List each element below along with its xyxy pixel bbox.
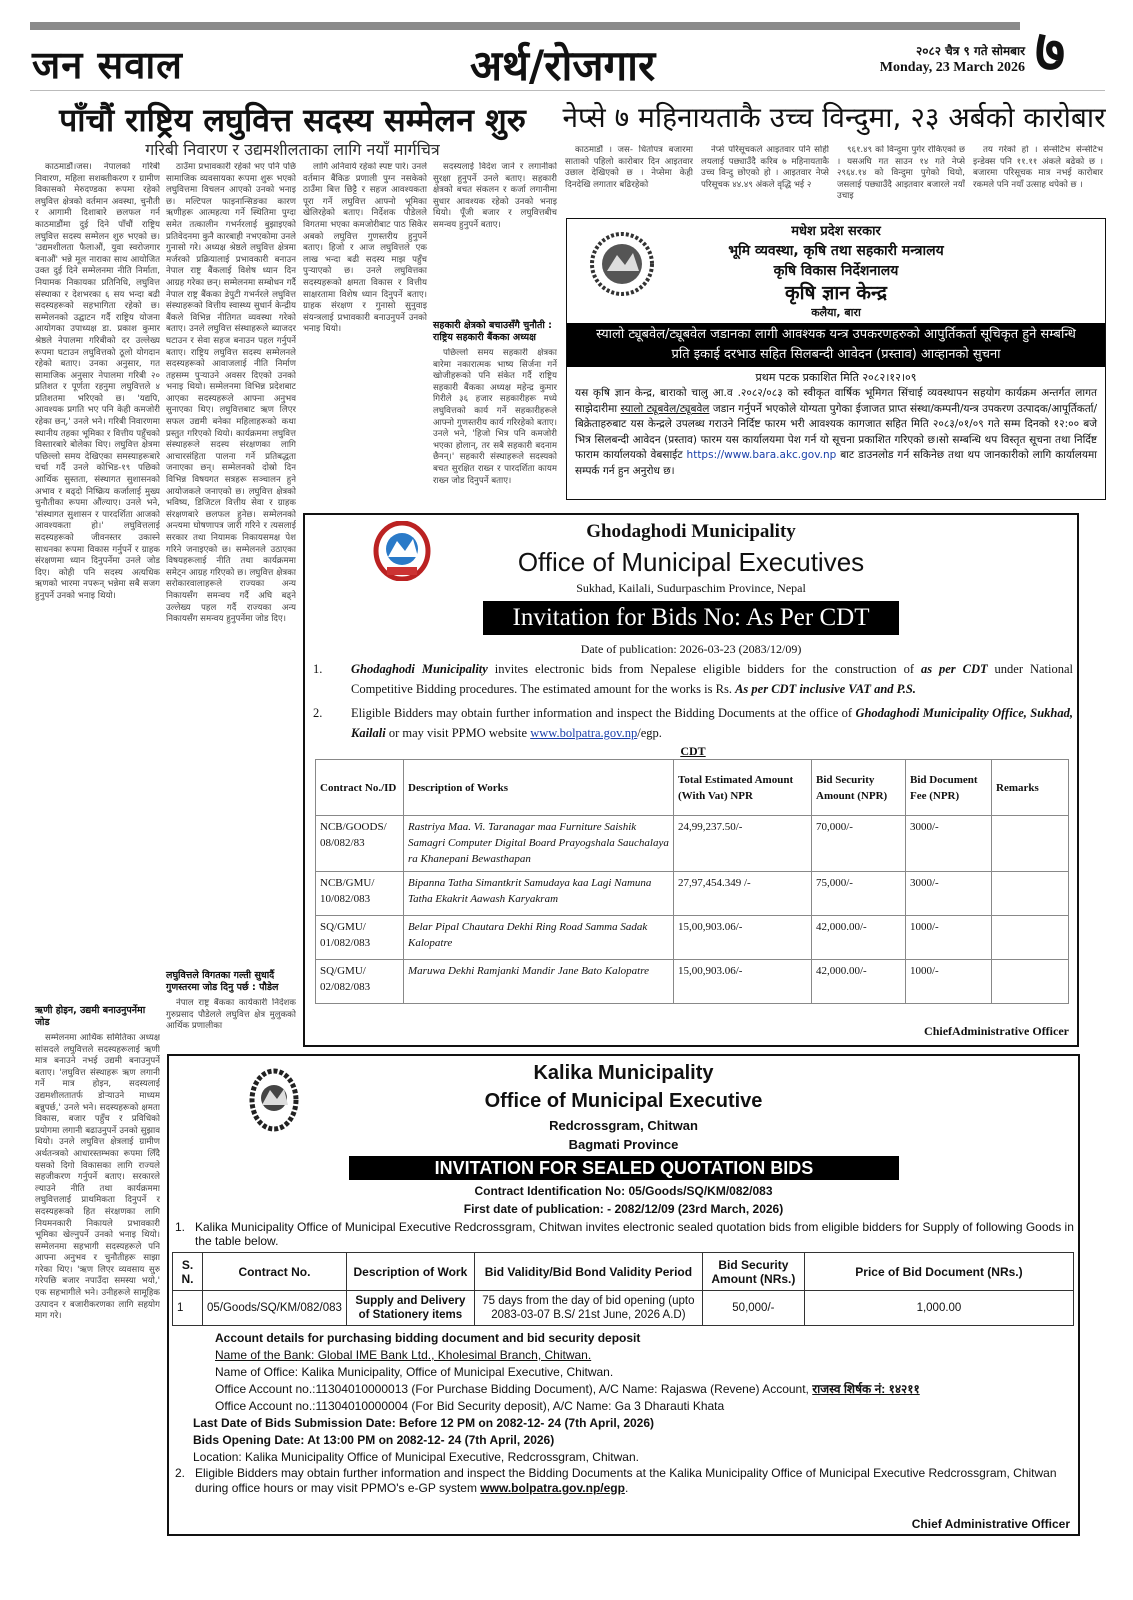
top-rule xyxy=(30,22,1020,30)
egp-link[interactable]: www.bolpatra.gov.np/egp xyxy=(480,1481,625,1495)
table-cell: 75,000/- xyxy=(812,872,906,916)
table-cell: NCB/GOODS/ 08/082/83 xyxy=(316,816,404,872)
body-text: लागि अनिवार्य रहेको स्पष्ट पारे। उनले वर्तमान बैंकिङ प्रणाली पुग्न नसकेको ठाउँमा बित्त छिट्टै र सहज आवश्यकता पूरा गर्ने लघुवित्त आफ्नो भूमिका खेलिरहेको बताए। निर्देशक पौडेलले विगतमा भएका कमजोरीबाट पाठ सिकेर अबको लघुवित्त गुणस्तरीय हुनुपर्ने बताए। हिजो र आज लघुवित्तले एक लाख भन्दा बढी सदस्य माझ पहुँच पुर्‍याएको छ। उनले लघुवित्तका सदस्यहरूको क्षमता विकास र वित्तीय साक्षरतामा विशेष ध्यान दिनुपर्ने बताए। ग्राहक संरक्षण र गुनासो सुनुवाइ संयन्त्रलाई प्रभावकारी बनाउनुपर्ने उनको भनाइ थियो। xyxy=(303,162,427,335)
column-header: Remarks xyxy=(992,760,1069,816)
krishi-line2: भूमि व्यवस्था, कृषि तथा सहकारी मन्त्रालय xyxy=(728,243,944,259)
table-cell: Rastriya Maa. Vi. Taranagar maa Furniture Saishik Samagri Computer Digital Board Prayogshala Sauchalaya ra Khanepani Bewasthapan xyxy=(404,816,674,872)
body-text: ठाउँमा प्रभावकारी रहेको भए पनि पछि सामाजिक व्यवसायका रूपमा शुरू भएको लघुवित्तमा विचलन आएको उनको भनाइ छ। मल्टिपल फाइनान्सिङका कारण ऋणीहरू आत्महत्या गर्ने स्थितिमा पुग्दा समेत तत्कालीन गभर्नरलाई बुझाइएको प्रतिवेदनमा कुनै कारबाही नभएकोमा उनले गुनासो गरे। अध्यक्ष श्रेष्ठले लघुवित्त क्षेत्रमा मर्जरको प्रक्रियालाई प्रभावकारी बनाउन नेपाल राष्ट्र बैंकलाई विशेष ध्यान दिन आग्रह गरेका छन्। सम्मेलनमा सम्बोधन गर्दै नेपाल राष्ट्र बैंकका डेपुटी गभर्नरले लघुवित्त संस्थाहरूको वित्तीय स्वास्थ्य सुधार्न केन्द्रीय बैंकले विभिन्न नीतिगत व्यवस्था गरेको बताए। उनले लघुवित्त संस्थाहरूले ब्याजदर घटाउन र सेवा सहज बनाउन पहल गर्नुपर्ने बताए। राष्ट्रिय लघुवित्त सदस्य सम्मेलनले सदस्यहरूको आवाजलाई नीति निर्माण तहसम्म पुर्‍याउने अवसर दिएको उनको भनाइ थियो। सम्मेलनमा विभिन्न प्रदेशबाट आएका सदस्यहरूले आफ्ना अनुभव सुनाएका थिए। लघुवित्तबाट ऋण लिएर सफल उद्यमी बनेका महिलाहरूको कथा प्रस्तुत गरिएको थियो। कार्यक्रममा लघुवित्त संस्थाहरूले सदस्य संरक्षणका लागि आचारसंहिता पालना गर्ने प्रतिबद्धता जनाएका छन्। सम्मेलनको दोस्रो दिन विभिन्न विषयगत सत्रहरू सञ्चालन हुने आयोजकले जनाएको छ। लघुवित्त क्षेत्रको भविष्य, डिजिटल वित्तीय सेवा र ग्राहक संरक्षणबारे छलफल हुनेछ। सम्मेलनको अन्त्यमा घोषणापत्र जारी गरिने र त्यसलाई सरकार तथा नियामक निकायसमक्ष पेश गरिने जनाइएको छ। सम्मेलनले उठाएका विषयहरूलाई नीति तथा कार्यक्रममा समेट्न आग्रह गरिएको छ। लघुवित्त क्षेत्रका सरोकारवालाहरूले राज्यका अन्य निकायसँग समन्वय गर्दै अघि बढ्ने उल्लेख्य पहल गर्दै राज्यका अन्य निकायसँग समन्वय हुनुपर्नेमा जोड दिए। xyxy=(166,162,296,625)
column-header: Description of Works xyxy=(404,760,674,816)
body-text: काठमाडौं । जस- धितोपत्र बजारमा साताको पहिलो कारोबार दिन आइतवार उछाल देखिएको छ । नेप्सेमा केही दिनदेखि लगातार बढिरहेको xyxy=(565,145,693,190)
page-number: ७ xyxy=(1035,17,1066,85)
kalika-address-1: Redcrossgram, Chitwan xyxy=(549,1118,698,1133)
column-header: Total Estimated Amount (With Vat) NPR xyxy=(674,760,812,816)
ghodaghodi-item-1 xyxy=(313,659,1073,699)
table-cell: 1000/- xyxy=(906,960,992,1004)
kalika-account-details xyxy=(215,1330,1075,1415)
kalika-signature: Chief Administrative Officer xyxy=(911,1517,1070,1531)
table-cell: 42,000.00/- xyxy=(812,960,906,1004)
ghodaghodi-banner: Invitation for Bids No: As Per CDT xyxy=(483,601,899,635)
second-headline: नेप्से ७ महिनायताकै उच्च विन्दुमा, २३ अर्बको कारोबार xyxy=(562,101,1106,134)
ghodaghodi-item-2 xyxy=(313,703,1073,743)
table-cell: 1000/- xyxy=(906,916,992,960)
text: As per CDT inclusive VAT and P.S. xyxy=(735,682,916,696)
lead-subheadline: गरिबी निवारण र उद्यमशीलताका लागि नयाँ मार्गचित्र xyxy=(145,140,440,159)
text: Kalika Municipality Office of Municipal Executive Redcrossgram, Chitwan invites electronic sealed quotation bids from eligible bidders for Supply of following Goods in the table below. xyxy=(195,1220,1074,1248)
date-english: Monday, 23 March 2026 xyxy=(879,60,1025,75)
table-cell: 1 xyxy=(173,1291,203,1326)
ghodaghodi-body-flow xyxy=(313,659,1073,1004)
body-text: ९६१.४९ को विन्दुमा पुगेर रोकिएको छ । यसअघि गत साउन १४ गते नेप्से २९६४.१४ को विन्दुमा पुगेको थियो, जसलाई पछ्याउँदै आइतवार बजारले नयाँ उचाइ xyxy=(837,145,965,202)
table-row xyxy=(316,916,1069,960)
kalika-municipality: Kalika Municipality xyxy=(533,1062,714,1084)
lead-column-1-group xyxy=(35,162,160,1546)
krishi-office: कृषि ज्ञान केन्द्र xyxy=(785,282,887,304)
second-col-2 xyxy=(701,145,829,207)
lead-col2-subhead: लघुवित्तले विगतका गल्ती सुधार्दै गुणस्तरमा जोड दिनु पर्छ : पौडेल xyxy=(166,970,279,993)
text: जडान गर्नुपर्ने भएकोले योग्यता पुगेका ईजाजत प्राप्त संस्था/कम्पनी/यन्त्र उपकरण उत्पादक/आपूर्तिकर्ता/बिक्रेताहरुबाट यस केन्द्रले उपलब्ध गराउने निर्दिष्ट फारम भरी आवश्यक कागजात सहित मिति २०८३/०१/०९ गते सम्म दिनको १२:०० बजे भित्र सिलबन्दी आवेदन (प्रस्ताव) फारम यस कार्यालयमा पेश गर्न यो सूचना प्रकाशित गरिएको छ।सो सम्बन्धि थप विस्तृत सूचना तथा निर्दिष्ट फाराम कार्यालयको वेबसाईट xyxy=(575,402,1098,461)
kalika-address-2: Bagmati Province xyxy=(568,1137,679,1152)
ghodaghodi-publication-date: Date of publication: 2026-03-23 (2083/12/09) xyxy=(580,642,802,656)
ghodaghodi-signature: ChiefAdministrative Officer xyxy=(924,1024,1069,1038)
table-row xyxy=(173,1291,1074,1326)
table-cell: Bipanna Tatha Simantkrit Samudaya kaa Lagi Namuna Tatha Ekakrit Aawash Karyakram xyxy=(404,872,674,916)
text: Ghodaghodi Municipality Office, Sukhad, Kailali xyxy=(351,706,1073,740)
bolpatra-link[interactable]: www.bolpatra.gov.np xyxy=(530,726,638,740)
kalika-item-1 xyxy=(172,1220,1075,1248)
account-title: Account details for purchasing bidding document and bid security deposit xyxy=(215,1331,641,1345)
list-number: 2. xyxy=(313,706,323,720)
text: यस कृषि ज्ञान केन्द्र, बाराको चालु आ.व .२०८२/०८३ को स्वीकृत वार्षिक भूमिगत सिंचाई व्यवस्थापन सहयोग कार्यक्रम अन्तर्गत लागत साझेदारीमा xyxy=(575,387,1097,415)
list-number: 2. xyxy=(175,1466,186,1480)
table-row xyxy=(316,960,1069,1004)
opening-location: Location: Kalika Municipality Office of Municipal Executive, Redcrossgram, Chitwan. xyxy=(193,1450,639,1464)
column-header: Bid Validity/Bid Bond Validity Period xyxy=(474,1253,702,1291)
kalika-banner: INVITATION FOR SEALED QUOTATION BIDS xyxy=(349,1156,899,1180)
kalika-dates xyxy=(193,1415,1075,1466)
text: स्यालो ट्यूबवेल/ट्यूबवेल xyxy=(620,402,710,415)
bid-opening-date: Bids Opening Date: At 13:00 PM on 2082-12- 24 (7th April, 2026) xyxy=(193,1433,555,1447)
table-cell: 50,000/- xyxy=(702,1291,804,1326)
krishi-banner: स्यालो ट्यूबवेल/ट्यूबवेल जडानका लागी आवश्यक यन्त्र उपकरणहरुको आपुर्तिकर्ता सूचिकृत हुने सम्बन्धि प्रति इकाई दरभाउ सहित सिलबन्दी आवेदन (प्रस्ताव) आव्हानको सुचना xyxy=(567,323,1105,367)
lead-col-2 xyxy=(166,162,296,962)
table-cell xyxy=(992,916,1069,960)
krishi-notice xyxy=(566,218,1106,500)
office-name: Name of Office: Kalika Municipality, Office of Municipal Executive, Chitwan. xyxy=(215,1365,614,1379)
text: as per CDT xyxy=(920,662,988,676)
column-header: Contract No./ID xyxy=(316,760,404,816)
second-col-4 xyxy=(973,145,1103,207)
ghodaghodi-municipality: Ghodaghodi Municipality xyxy=(586,521,796,542)
table-cell: 15,00,903.06/- xyxy=(674,960,812,1004)
kalika-body-flow xyxy=(172,1220,1075,1496)
table-row xyxy=(316,872,1069,916)
list-number: 1. xyxy=(313,662,323,676)
table-cell: 3000/- xyxy=(906,872,992,916)
kalika-item-2 xyxy=(172,1466,1075,1496)
body-text: तय गरेको हो । सेन्सेटिभ सेन्सेटिभ इन्डेक्स पनि ११.११ अंकले बढेको छ । बजारमा परिसूचक मात्र नभई कारोबार रकमले पनि नयाँ उत्साह थपेको छ । xyxy=(973,145,1103,190)
column-header: S. N. xyxy=(173,1253,203,1291)
text: /egp. xyxy=(637,726,662,740)
table-cell: SQ/GMU/ 02/082/083 xyxy=(316,960,404,1004)
kalika-first-publication: First date of publication: - 2082/12/09 (23rd March, 2026) xyxy=(463,1202,784,1216)
column-header: Contract No. xyxy=(203,1253,347,1291)
kalika-notice xyxy=(167,1054,1080,1536)
text: Eligible Bidders may obtain further information and inspect the Bidding Documents at the office of xyxy=(351,706,856,720)
text: Office Account no.:11304010000013 (For Purchase Bidding Document), A/C Name: Rajaswa (Revene) Account, xyxy=(215,1382,813,1396)
table-cell xyxy=(992,872,1069,916)
table-cell: 42,000.00/- xyxy=(812,916,906,960)
body-text: सम्मेलनमा आर्थिक समितिका अध्यक्ष सांसदले लघुवित्तले सदस्यहरूलाई ऋणी मात्र बनाउने नभई उद्यमी बनाउनुपर्ने बताए। 'लघुवित्त संस्थाहरू ऋण लगानी गर्ने मात्र होइन, सदस्यलाई उद्यमशीलतातर्फ डोर्‍याउने माध्यम बन्नुपर्छ,' उनले भने। सदस्यहरूको क्षमता विकास, बजार पहुँच र प्रविधिको प्रयोगमा लगानी बढाउनुपर्ने उनको सुझाव थियो। उनले लघुवित्त क्षेत्रलाई ग्रामीण अर्थतन्त्रको आधारस्तम्भका रूपमा लिँदै यसको दिगो विकासका लागि राज्यले सहजीकरण गर्नुपर्ने बताए। सरकारले ल्याउने नीति तथा कार्यक्रममा लघुवित्तलाई प्राथमिकता दिनुपर्ने र सदस्यहरूको हित संरक्षणका लागि नियमनकारी निकायले प्रभावकारी भूमिका खेल्नुपर्ने उनको भनाइ थियो। सम्मेलनमा सहभागी सदस्यहरूले पनि आफ्ना अनुभव र चुनौतीहरू साझा गरेका थिए। 'ऋण लिएर व्यवसाय सुरु गरेपछि बजार नपाउँदा समस्या भयो,' एक सहभागीले भने। उनीहरूले सामूहिक उत्पादन र बजारीकरणका लागि सहयोग माग गरे। xyxy=(35,1033,160,1322)
second-col-3 xyxy=(837,145,965,207)
body-text: पछिल्लो समय सहकारी क्षेत्रका बारेमा नकारात्मक भाष्य सिर्जना गर्ने खोजीहरूको पनि संकेत गर्दै राष्ट्रिय सहकारी बैंकका अध्यक्ष महेन्द्र कुमार गिरीले ३६ हजार सहकारीहरू मध्ये लघुवित्तको कार्य गर्ने सहकारीहरूले आफ्नो गुणस्तरीय कार्य गरिरहेको बताए। उनले भने, 'हिजो भित्र पनि कमजोरी भएका होलान्, तर सबै सहकारी बदनाम छैनन्।' सहकारी संस्थाहरूले सदस्यको बचत सुरक्षित राख्न र पारदर्शिता कायम राख्न जोड दिनुपर्ने बताए। xyxy=(433,348,557,486)
ghodaghodi-address: Sukhad, Kailali, Sudurpaschim Province, Nepal xyxy=(576,581,806,595)
table-cell: Maruwa Dekhi Ramjanki Mandir Jane Bato Kalopatre xyxy=(404,960,674,1004)
text: or may visit PPMO website xyxy=(385,726,531,740)
lead-col-4b xyxy=(433,348,557,507)
table-row xyxy=(316,816,1069,872)
lead-headline: पाँचौं राष्ट्रिय लघुवित्त सदस्य सम्मेलन शुरु xyxy=(59,101,526,139)
account-2: Office Account no.:11304010000004 (For Bid Security deposit), A/C Name: Ga 3 Dharauti Khata xyxy=(215,1399,725,1413)
table-cell: Belar Pipal Chautara Dekhi Ring Road Samma Sadak Kalopatre xyxy=(404,916,674,960)
lead-column-2-group xyxy=(166,162,296,1052)
lead-col-4 xyxy=(433,162,557,312)
text: बाट डाउनलोड गर्न सकिनेछ तथा थप जानकारीको लागि कार्यालयमा सम्पर्क गर्न हुन अनुरोध छ। xyxy=(575,449,1097,477)
lead-col-2b xyxy=(166,998,296,1033)
second-col-1 xyxy=(565,145,693,207)
table-cell: SQ/GMU/ 01/082/083 xyxy=(316,916,404,960)
krishi-website-link[interactable]: https://www.bara.akc.gov.np xyxy=(686,449,837,461)
lead-col-1b xyxy=(35,1033,160,1546)
lead-col4-subhead: सहकारी क्षेत्रको बचाउसँगै चुनौती : राष्ट्रिय सहकारी बैंकका अध्यक्ष xyxy=(433,320,552,343)
text: Ghodaghodi Municipality xyxy=(351,662,488,676)
krishi-line3: कृषि विकास निर्देशनालय xyxy=(773,263,899,279)
krishi-publication: प्रथम पटक प्रकाशित मिति २०८२।१२।०९ xyxy=(755,371,917,384)
kalika-bid-table xyxy=(172,1252,1074,1326)
text: under National Competitive Bidding procedures. The estimated amount for the works is Rs. xyxy=(351,662,1073,696)
body-text: नेपाल राष्ट्र बैंकका कार्यकारी निर्देशक गुरुप्रसाद पौडेलले लघुवित्त क्षेत्र मुलुकको आर्थिक प्रणालीका xyxy=(166,998,296,1032)
column-header: Bid Security Amount (NRs.) xyxy=(702,1253,804,1291)
table-cell xyxy=(992,960,1069,1004)
last-submission-date: Last Date of Bids Submission Date: Before 12 PM on 2082-12- 24 (7th April, 2026) xyxy=(193,1416,655,1430)
newspaper-name: जन सवाल xyxy=(32,43,183,87)
table-cell: NCB/GMU/ 10/082/083 xyxy=(316,872,404,916)
kalika-office: Office of Municipal Executive xyxy=(484,1090,763,1112)
text: . xyxy=(624,1481,629,1495)
lead-column-4-group xyxy=(433,162,557,507)
lead-col1-subhead: ऋणी होइन, उद्यमी बनाउनुपर्नेमा जोड xyxy=(35,1005,146,1028)
ghodaghodi-notice xyxy=(303,513,1079,1047)
column-header: Bid Security Amount (NPR) xyxy=(812,760,906,816)
kalika-contract-id: Contract Identification No: 05/Goods/SQ/KM/082/083 xyxy=(474,1184,773,1198)
list-number: 1. xyxy=(175,1220,186,1234)
table-cell: 24,99,237.50/- xyxy=(674,816,812,872)
bank-name: Name of the Bank: Global IME Bank Ltd., Kholesimal Branch, Chitwan. xyxy=(215,1348,592,1362)
revenue-code: राजस्व शिर्षक नं: १४२११ xyxy=(812,1382,920,1396)
column-header: Price of Bid Document (NRs.) xyxy=(804,1253,1073,1291)
lead-col-3 xyxy=(303,162,427,507)
date-nepali: २०८२ चैत्र ९ गते सोमबार xyxy=(915,44,1025,58)
account-1 xyxy=(215,1381,1075,1398)
table-cell: 70,000/- xyxy=(812,816,906,872)
table-cell: 3000/- xyxy=(906,816,992,872)
lead-col-1 xyxy=(35,162,160,997)
ghodaghodi-office: Office of Municipal Executives xyxy=(517,547,865,577)
text: invites electronic bids from Nepalese eligible bidders for the construction of xyxy=(487,662,921,676)
header-divider xyxy=(30,90,1105,91)
body-text: काठमाडौं।जस। नेपालको गरिबी निवारण, महिला सशक्तीकरण र ग्रामीण विकासको मेरुदण्डका रूपमा रहेको लघुवित्त क्षेत्रको वर्तमान अवस्था, चुनौती र आगामी दिशाबारे छलफल गर्न काठमाडौंमा दुई दिने पाँचौं राष्ट्रिय लघुवित्त सदस्य सम्मेलन शुरु भएको छ। 'उद्यमशीलता फैलाऔं, युवा स्वरोजगार बनाऔं' भन्ने मूल नाराका साथ आयोजित उक्त दुई दिने सम्मेलनमा नीति निर्माता, नियामक निकायका प्रतिनिधि, लघुवित्त संस्थाका र देशभरका ६ सय भन्दा बढी सदस्यहरूको सहभागिता रहेको छ। सम्मेलनको उद्घाटन गर्दै राष्ट्रिय योजना आयोगका उपाध्यक्ष डा. प्रकाश कुमार श्रेष्ठले नेपालमा गरिबीको दर उल्लेख्य रूपमा घटाउन लघुवित्तको ठूलो योगदान रहेको बताए। उनका अनुसार, गत सामाजिक अनुसार नेपालमा गरिबी २० प्रतिशत र पूर्णता रहनुमा लघुवित्तले ४ प्रतिशतमा भरिएको छ। 'यद्यपि, आवश्यक प्रगति भए पनि केही कमजोरी रहेका छन्,' उनले भने। गरिबी निवारणमा स्थानीय तहका भूमिका र वित्तीय पहुँचको विस्तारबारे बोलेका थिए। लघुवित्त क्षेत्रमा पछिल्लो समय देखिएका समस्याहरूबारे चर्चा गर्दै उनले कोभिड-१९ पछिको आर्थिक सुस्तता, संस्थागत सुशासनको अभाव र बढ्दो निष्क्रिय कर्जालाई मुख्य चुनौतीका रूपमा औंल्याए। उनले भने, 'संस्थागत सुशासन र पारदर्शिता आजको आवश्यकता हो।' लघुवित्तलाई सदस्यहरूको जीवनस्तर उकास्ने साधनका रूपमा विकास गर्नुपर्ने र ग्राहक संरक्षणमा ध्यान दिनुपर्नेमा उनले जोड दिए। कोही पनि सदस्य अत्यधिक ऋणको भारमा नपरून् भन्नेमा सबै सजग हुनुपर्ने उनको भनाइ थियो। xyxy=(35,162,160,601)
cdt-table xyxy=(315,759,1069,1004)
cdt-table-title: CDT xyxy=(680,744,706,758)
table-cell: 15,00,903.06/- xyxy=(674,916,812,960)
table-cell: 75 days from the day of bid opening (upto 2083-03-07 B.S/ 21st June, 2026 A.D) xyxy=(474,1291,702,1326)
krishi-line1: मधेश प्रदेश सरकार xyxy=(791,224,881,239)
body-text: नेप्से परिसूचकले आइतवार पनि सोही लयलाई पछ्याउँदै करिब ७ महिनायताकै उच्च विन्दु छोएको हो । आइतवार नेप्से परिसूचक ४४.४९ अंकले वृद्धि भई २ xyxy=(701,145,829,190)
krishi-body xyxy=(575,386,1097,479)
column-header: Description of Work xyxy=(346,1253,474,1291)
table-cell: 05/Goods/SQ/KM/082/083 xyxy=(203,1291,347,1326)
table-cell: 27,97,454.349 /- xyxy=(674,872,812,916)
table-cell: 1,000.00 xyxy=(804,1291,1073,1326)
table-cell: Supply and Delivery of Stationery items xyxy=(346,1291,474,1326)
section-title: अर्थ/रोजगार xyxy=(470,41,656,90)
table-cell xyxy=(992,816,1069,872)
column-header: Bid Document Fee (NPR) xyxy=(906,760,992,816)
krishi-location: कलैया, बारा xyxy=(811,306,861,319)
text: Eligible Bidders may obtain further information and inspect the Bidding Documents at the Kalika Municipality Office of Municipal Executive Redcrossgram, Chitwan during office hours or may visit PPMO's e-GP system xyxy=(195,1466,1057,1495)
body-text: सदस्यलाई विदेश जाने र लगानीको सुरक्षा हुनुपर्ने उनले बताए। सहकारी क्षेत्रको बचत संकलन र कर्जा लगानीमा सुधार आवश्यक रहेको उनको भनाइ थियो। पूँजी बजार र लघुवित्तबीच समन्वय हुनुपर्ने बताए। xyxy=(433,162,557,230)
